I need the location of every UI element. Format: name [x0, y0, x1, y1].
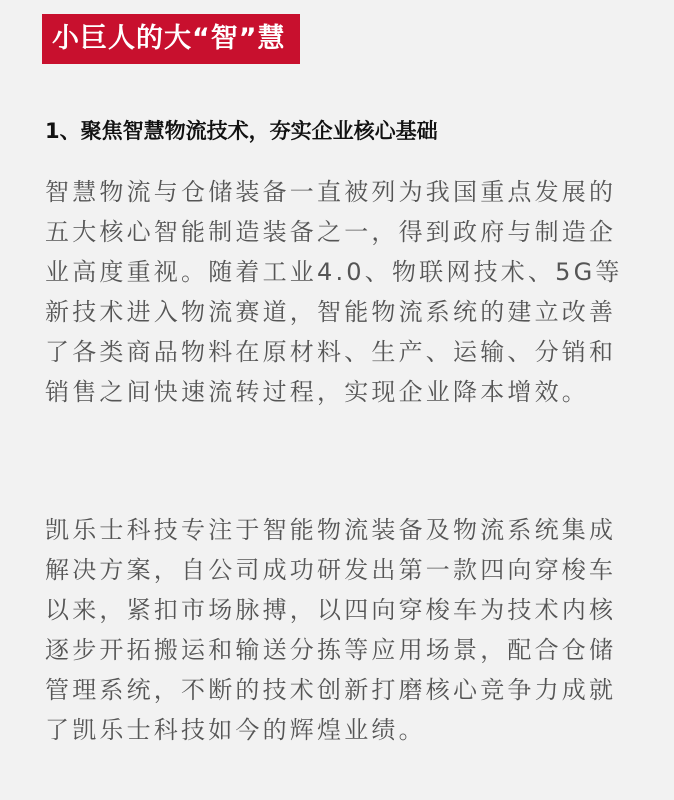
title-banner: 小巨人的大“智”慧 [42, 14, 300, 64]
paragraph-intro: 智慧物流与仓储装备一直被列为我国重点发展的五大核心智能制造装备之一，得到政府与制造企业高度重视。随着工业4.0、物联网技术、5G等新技术进入物流赛道，智能物流系统的建立改善了各类商品物料在原材料、生产、运输、分销和销售之间快速流转过程，实现企业降本增效。 [45, 178, 623, 406]
section-heading: 1、聚焦智慧物流技术，夯实企业核心基础 [45, 119, 438, 143]
paragraph-company: 凯乐士科技专注于智能物流装备及物流系统集成解决方案，自公司成功研发出第一款四向穿梭车以来，紧扣市场脉搏，以四向穿梭车为技术内核逐步开拓搬运和输送分拣等应用场景，配合仓储管理系统，不断的技术创新打磨核心竞争力成就了凯乐士科技如今的辉煌业绩。 [45, 516, 617, 744]
